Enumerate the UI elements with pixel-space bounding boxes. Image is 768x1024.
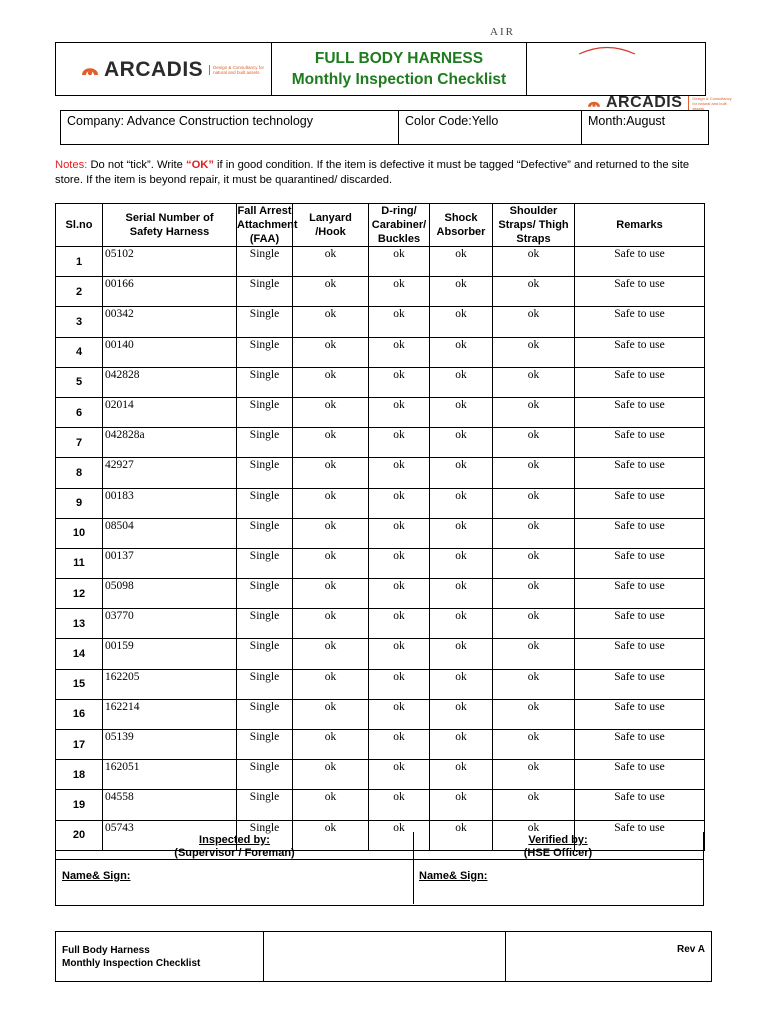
cell-remarks: Safe to use bbox=[575, 820, 705, 850]
cell-straps: ok bbox=[493, 518, 575, 548]
cell-serial-number: 042828 bbox=[103, 367, 237, 397]
cell-straps: ok bbox=[493, 277, 575, 307]
title-line-2: Monthly Inspection Checklist bbox=[291, 71, 507, 88]
cell-sl-no: 2 bbox=[56, 277, 103, 307]
cell-remarks: Safe to use bbox=[575, 488, 705, 518]
color-code-field: Color Code:Yello bbox=[398, 111, 581, 144]
cell-sl-no: 16 bbox=[56, 699, 103, 729]
inspected-by-header bbox=[56, 832, 413, 860]
cell-d-ring: ok bbox=[369, 669, 430, 699]
cell-serial-number: 02014 bbox=[103, 397, 237, 427]
table-row bbox=[56, 639, 705, 669]
cell-d-ring: ok bbox=[369, 307, 430, 337]
arcadis-logo-word: ARCADIS bbox=[104, 58, 204, 81]
cell-shock-absorber: ok bbox=[430, 488, 493, 518]
cell-d-ring: ok bbox=[369, 277, 430, 307]
cell-lanyard: ok bbox=[293, 307, 369, 337]
cell-straps: ok bbox=[493, 790, 575, 820]
cell-faa: Single bbox=[237, 337, 293, 367]
inspection-table bbox=[55, 203, 705, 851]
cell-d-ring: ok bbox=[369, 488, 430, 518]
cell-serial-number: 03770 bbox=[103, 609, 237, 639]
cell-lanyard: ok bbox=[293, 609, 369, 639]
footer-revision: Rev A bbox=[677, 944, 705, 955]
cell-faa: Single bbox=[237, 579, 293, 609]
cell-shock-absorber: ok bbox=[430, 760, 493, 790]
table-row bbox=[56, 609, 705, 639]
cell-sl-no: 9 bbox=[56, 488, 103, 518]
cell-remarks: Safe to use bbox=[575, 397, 705, 427]
cell-remarks: Safe to use bbox=[575, 458, 705, 488]
cell-faa: Single bbox=[237, 397, 293, 427]
table-header-row bbox=[56, 204, 705, 247]
col-header-faa: Fall Arrest Attachment (FAA) bbox=[237, 205, 298, 245]
cell-d-ring: ok bbox=[369, 247, 430, 277]
cell-sl-no: 5 bbox=[56, 367, 103, 397]
cell-shock-absorber: ok bbox=[430, 790, 493, 820]
cell-lanyard: ok bbox=[293, 367, 369, 397]
arcadis-logo-secondary-icon bbox=[586, 97, 602, 109]
cell-shock-absorber: ok bbox=[430, 307, 493, 337]
cell-d-ring: ok bbox=[369, 397, 430, 427]
table-row bbox=[56, 760, 705, 790]
col-header-serial-number: Serial Number of Safety Harness bbox=[103, 204, 237, 247]
notes-text-2: if in good condition. If the item is defective it must be tagged “Defective” and returned to the site store. If the item is beyond repair, it must be quarantined/ discarded. bbox=[55, 159, 690, 186]
cell-remarks: Safe to use bbox=[575, 760, 705, 790]
cell-lanyard: ok bbox=[293, 730, 369, 760]
cell-faa: Single bbox=[237, 730, 293, 760]
cell-sl-no: 7 bbox=[56, 428, 103, 458]
table-row bbox=[56, 669, 705, 699]
cell-d-ring: ok bbox=[369, 428, 430, 458]
arcadis-logo bbox=[80, 58, 269, 82]
company-info-row bbox=[60, 110, 709, 145]
cell-lanyard: ok bbox=[293, 247, 369, 277]
notes-ok-word: “OK” bbox=[185, 159, 214, 171]
cell-remarks: Safe to use bbox=[575, 277, 705, 307]
cell-serial-number: 05139 bbox=[103, 730, 237, 760]
cell-faa: Single bbox=[237, 548, 293, 578]
cell-shock-absorber: ok bbox=[430, 609, 493, 639]
cell-straps: ok bbox=[493, 609, 575, 639]
cell-shock-absorber: ok bbox=[430, 820, 493, 850]
verified-by-name-sign: Name& Sign: bbox=[419, 870, 488, 882]
table-row bbox=[56, 790, 705, 820]
cell-sl-no: 1 bbox=[56, 247, 103, 277]
col-header-shock-absorber: Shock Absorber bbox=[430, 204, 493, 247]
cell-faa: Single bbox=[237, 307, 293, 337]
verified-by-header bbox=[413, 832, 703, 860]
cell-serial-number: 162051 bbox=[103, 760, 237, 790]
cell-serial-number: 04558 bbox=[103, 790, 237, 820]
cell-lanyard: ok bbox=[293, 337, 369, 367]
cell-serial-number: 162214 bbox=[103, 699, 237, 729]
cell-shock-absorber: ok bbox=[430, 548, 493, 578]
cell-shock-absorber: ok bbox=[430, 669, 493, 699]
cell-straps: ok bbox=[493, 397, 575, 427]
cell-remarks: Safe to use bbox=[575, 609, 705, 639]
cell-shock-absorber: ok bbox=[430, 337, 493, 367]
cell-straps: ok bbox=[493, 428, 575, 458]
cell-lanyard: ok bbox=[293, 669, 369, 699]
cell-straps: ok bbox=[493, 458, 575, 488]
cell-serial-number: 08504 bbox=[103, 518, 237, 548]
air-logo-swoosh-icon bbox=[577, 45, 637, 55]
table-row bbox=[56, 307, 705, 337]
cell-shock-absorber: ok bbox=[430, 397, 493, 427]
document-header bbox=[55, 42, 706, 96]
cell-sl-no: 4 bbox=[56, 337, 103, 367]
cell-faa: Single bbox=[237, 790, 293, 820]
cell-remarks: Safe to use bbox=[575, 730, 705, 760]
cell-faa: Single bbox=[237, 428, 293, 458]
cell-serial-number: 00342 bbox=[103, 307, 237, 337]
cell-lanyard: ok bbox=[293, 579, 369, 609]
arcadis-logo-icon bbox=[80, 62, 100, 78]
cell-shock-absorber: ok bbox=[430, 247, 493, 277]
table-row bbox=[56, 247, 705, 277]
cell-faa: Single bbox=[237, 277, 293, 307]
cell-faa: Single bbox=[237, 367, 293, 397]
cell-lanyard: ok bbox=[293, 820, 369, 850]
cell-sl-no: 8 bbox=[56, 458, 103, 488]
table-row bbox=[56, 367, 705, 397]
col-header-sl-no: Sl.no bbox=[56, 204, 103, 247]
footer-doc-line-2: Monthly Inspection Checklist bbox=[62, 958, 201, 969]
cell-straps: ok bbox=[493, 639, 575, 669]
cell-shock-absorber: ok bbox=[430, 277, 493, 307]
signoff-section bbox=[55, 832, 704, 906]
cell-shock-absorber: ok bbox=[430, 428, 493, 458]
cell-straps: ok bbox=[493, 247, 575, 277]
cell-lanyard: ok bbox=[293, 458, 369, 488]
cell-straps: ok bbox=[493, 307, 575, 337]
cell-lanyard: ok bbox=[293, 699, 369, 729]
cell-remarks: Safe to use bbox=[575, 639, 705, 669]
cell-d-ring: ok bbox=[369, 458, 430, 488]
cell-serial-number: 05098 bbox=[103, 579, 237, 609]
cell-d-ring: ok bbox=[369, 609, 430, 639]
cell-remarks: Safe to use bbox=[575, 367, 705, 397]
cell-faa: Single bbox=[237, 609, 293, 639]
cell-remarks: Safe to use bbox=[575, 790, 705, 820]
cell-shock-absorber: ok bbox=[430, 730, 493, 760]
cell-serial-number: 162205 bbox=[103, 669, 237, 699]
verified-by-role: (HSE Officer) bbox=[523, 847, 593, 859]
cell-straps: ok bbox=[493, 337, 575, 367]
cell-straps: ok bbox=[493, 548, 575, 578]
cell-faa: Single bbox=[237, 247, 293, 277]
cell-lanyard: ok bbox=[293, 790, 369, 820]
table-row bbox=[56, 518, 705, 548]
footer-doc-line-1: Full Body Harness bbox=[62, 945, 150, 956]
cell-sl-no: 12 bbox=[56, 579, 103, 609]
cell-d-ring: ok bbox=[369, 760, 430, 790]
cell-sl-no: 11 bbox=[56, 548, 103, 578]
table-row bbox=[56, 397, 705, 427]
cell-sl-no: 15 bbox=[56, 669, 103, 699]
cell-lanyard: ok bbox=[293, 518, 369, 548]
cell-straps: ok bbox=[493, 669, 575, 699]
cell-shock-absorber: ok bbox=[430, 367, 493, 397]
table-row bbox=[56, 579, 705, 609]
cell-sl-no: 14 bbox=[56, 639, 103, 669]
air-logo-text: AIR bbox=[490, 26, 515, 38]
table-row bbox=[56, 548, 705, 578]
table-row bbox=[56, 337, 705, 367]
cell-faa: Single bbox=[237, 699, 293, 729]
cell-serial-number: 00140 bbox=[103, 337, 237, 367]
table-row bbox=[56, 699, 705, 729]
footer-blank-cell bbox=[264, 932, 506, 981]
document-title bbox=[271, 43, 527, 95]
cell-serial-number: 05102 bbox=[103, 247, 237, 277]
cell-shock-absorber: ok bbox=[430, 458, 493, 488]
cell-straps: ok bbox=[493, 820, 575, 850]
cell-faa: Single bbox=[237, 760, 293, 790]
cell-lanyard: ok bbox=[293, 548, 369, 578]
cell-serial-number: 05743 bbox=[103, 820, 237, 850]
cell-serial-number: 42927 bbox=[103, 458, 237, 488]
cell-sl-no: 6 bbox=[56, 397, 103, 427]
cell-faa: Single bbox=[237, 458, 293, 488]
cell-sl-no: 10 bbox=[56, 518, 103, 548]
arcadis-logo-secondary-word: ARCADIS bbox=[606, 94, 683, 111]
cell-remarks: Safe to use bbox=[575, 337, 705, 367]
cell-d-ring: ok bbox=[369, 337, 430, 367]
cell-faa: Single bbox=[237, 518, 293, 548]
verified-by-block bbox=[413, 832, 703, 904]
cell-faa: Single bbox=[237, 669, 293, 699]
cell-lanyard: ok bbox=[293, 397, 369, 427]
company-field: Company: Advance Construction technology bbox=[67, 114, 313, 128]
cell-lanyard: ok bbox=[293, 760, 369, 790]
notes-label: Notes: bbox=[55, 159, 88, 171]
cell-shock-absorber: ok bbox=[430, 699, 493, 729]
col-header-straps: Shoulder Straps/ Thigh Straps bbox=[493, 204, 575, 247]
cell-sl-no: 13 bbox=[56, 609, 103, 639]
inspected-by-role: (Supervisor / Foreman) bbox=[174, 847, 295, 859]
header-right-logo-cell bbox=[527, 43, 705, 95]
cell-serial-number: 00166 bbox=[103, 277, 237, 307]
table-row bbox=[56, 277, 705, 307]
cell-lanyard: ok bbox=[293, 488, 369, 518]
cell-faa: Single bbox=[237, 820, 293, 850]
cell-remarks: Safe to use bbox=[575, 699, 705, 729]
notes-text-1: Do not “tick”. Write bbox=[87, 159, 186, 171]
arcadis-logo-secondary-tagline: Design & Consultancy for natural and built assets bbox=[688, 96, 732, 111]
cell-serial-number: 00159 bbox=[103, 639, 237, 669]
cell-serial-number: 042828a bbox=[103, 428, 237, 458]
cell-d-ring: ok bbox=[369, 367, 430, 397]
cell-sl-no: 19 bbox=[56, 790, 103, 820]
cell-remarks: Safe to use bbox=[575, 307, 705, 337]
col-header-remarks: Remarks bbox=[575, 204, 705, 247]
table-row bbox=[56, 458, 705, 488]
document-footer bbox=[55, 931, 712, 982]
cell-sl-no: 17 bbox=[56, 730, 103, 760]
col-header-d-ring: D-ring/ Carabiner/ Buckles bbox=[369, 204, 430, 247]
month-field: Month:August bbox=[581, 111, 708, 144]
inspected-by-block bbox=[56, 832, 414, 904]
cell-d-ring: ok bbox=[369, 579, 430, 609]
inspected-by-title: Inspected by: bbox=[199, 834, 270, 846]
cell-straps: ok bbox=[493, 699, 575, 729]
cell-remarks: Safe to use bbox=[575, 579, 705, 609]
cell-straps: ok bbox=[493, 367, 575, 397]
cell-d-ring: ok bbox=[369, 820, 430, 850]
header-logo-cell bbox=[56, 43, 271, 95]
cell-d-ring: ok bbox=[369, 518, 430, 548]
cell-straps: ok bbox=[493, 730, 575, 760]
cell-remarks: Safe to use bbox=[575, 548, 705, 578]
cell-d-ring: ok bbox=[369, 639, 430, 669]
cell-remarks: Safe to use bbox=[575, 247, 705, 277]
cell-serial-number: 00137 bbox=[103, 548, 237, 578]
cell-lanyard: ok bbox=[293, 428, 369, 458]
notes bbox=[55, 158, 710, 188]
cell-sl-no: 3 bbox=[56, 307, 103, 337]
inspected-by-name-sign: Name& Sign: bbox=[62, 870, 131, 882]
cell-d-ring: ok bbox=[369, 548, 430, 578]
cell-d-ring: ok bbox=[369, 699, 430, 729]
cell-remarks: Safe to use bbox=[575, 428, 705, 458]
cell-d-ring: ok bbox=[369, 790, 430, 820]
footer-doc-title bbox=[56, 932, 264, 981]
cell-shock-absorber: ok bbox=[430, 518, 493, 548]
cell-straps: ok bbox=[493, 760, 575, 790]
cell-faa: Single bbox=[237, 639, 293, 669]
table-row bbox=[56, 488, 705, 518]
arcadis-logo-tagline: Design & Consultancy for natural and built assets bbox=[209, 65, 269, 75]
cell-sl-no: 20 bbox=[56, 820, 103, 850]
cell-serial-number: 00183 bbox=[103, 488, 237, 518]
cell-lanyard: ok bbox=[293, 277, 369, 307]
cell-sl-no: 18 bbox=[56, 760, 103, 790]
cell-faa: Single bbox=[237, 488, 293, 518]
title-line-1: FULL BODY HARNESS bbox=[314, 50, 484, 67]
cell-remarks: Safe to use bbox=[575, 518, 705, 548]
cell-shock-absorber: ok bbox=[430, 579, 493, 609]
cell-shock-absorber: ok bbox=[430, 639, 493, 669]
verified-by-title: Verified by: bbox=[528, 834, 588, 846]
cell-straps: ok bbox=[493, 579, 575, 609]
cell-straps: ok bbox=[493, 488, 575, 518]
cell-remarks: Safe to use bbox=[575, 669, 705, 699]
col-header-lanyard: Lanyard /Hook bbox=[293, 204, 369, 247]
cell-d-ring: ok bbox=[369, 730, 430, 760]
cell-lanyard: ok bbox=[293, 639, 369, 669]
table-row bbox=[56, 730, 705, 760]
table-row bbox=[56, 428, 705, 458]
